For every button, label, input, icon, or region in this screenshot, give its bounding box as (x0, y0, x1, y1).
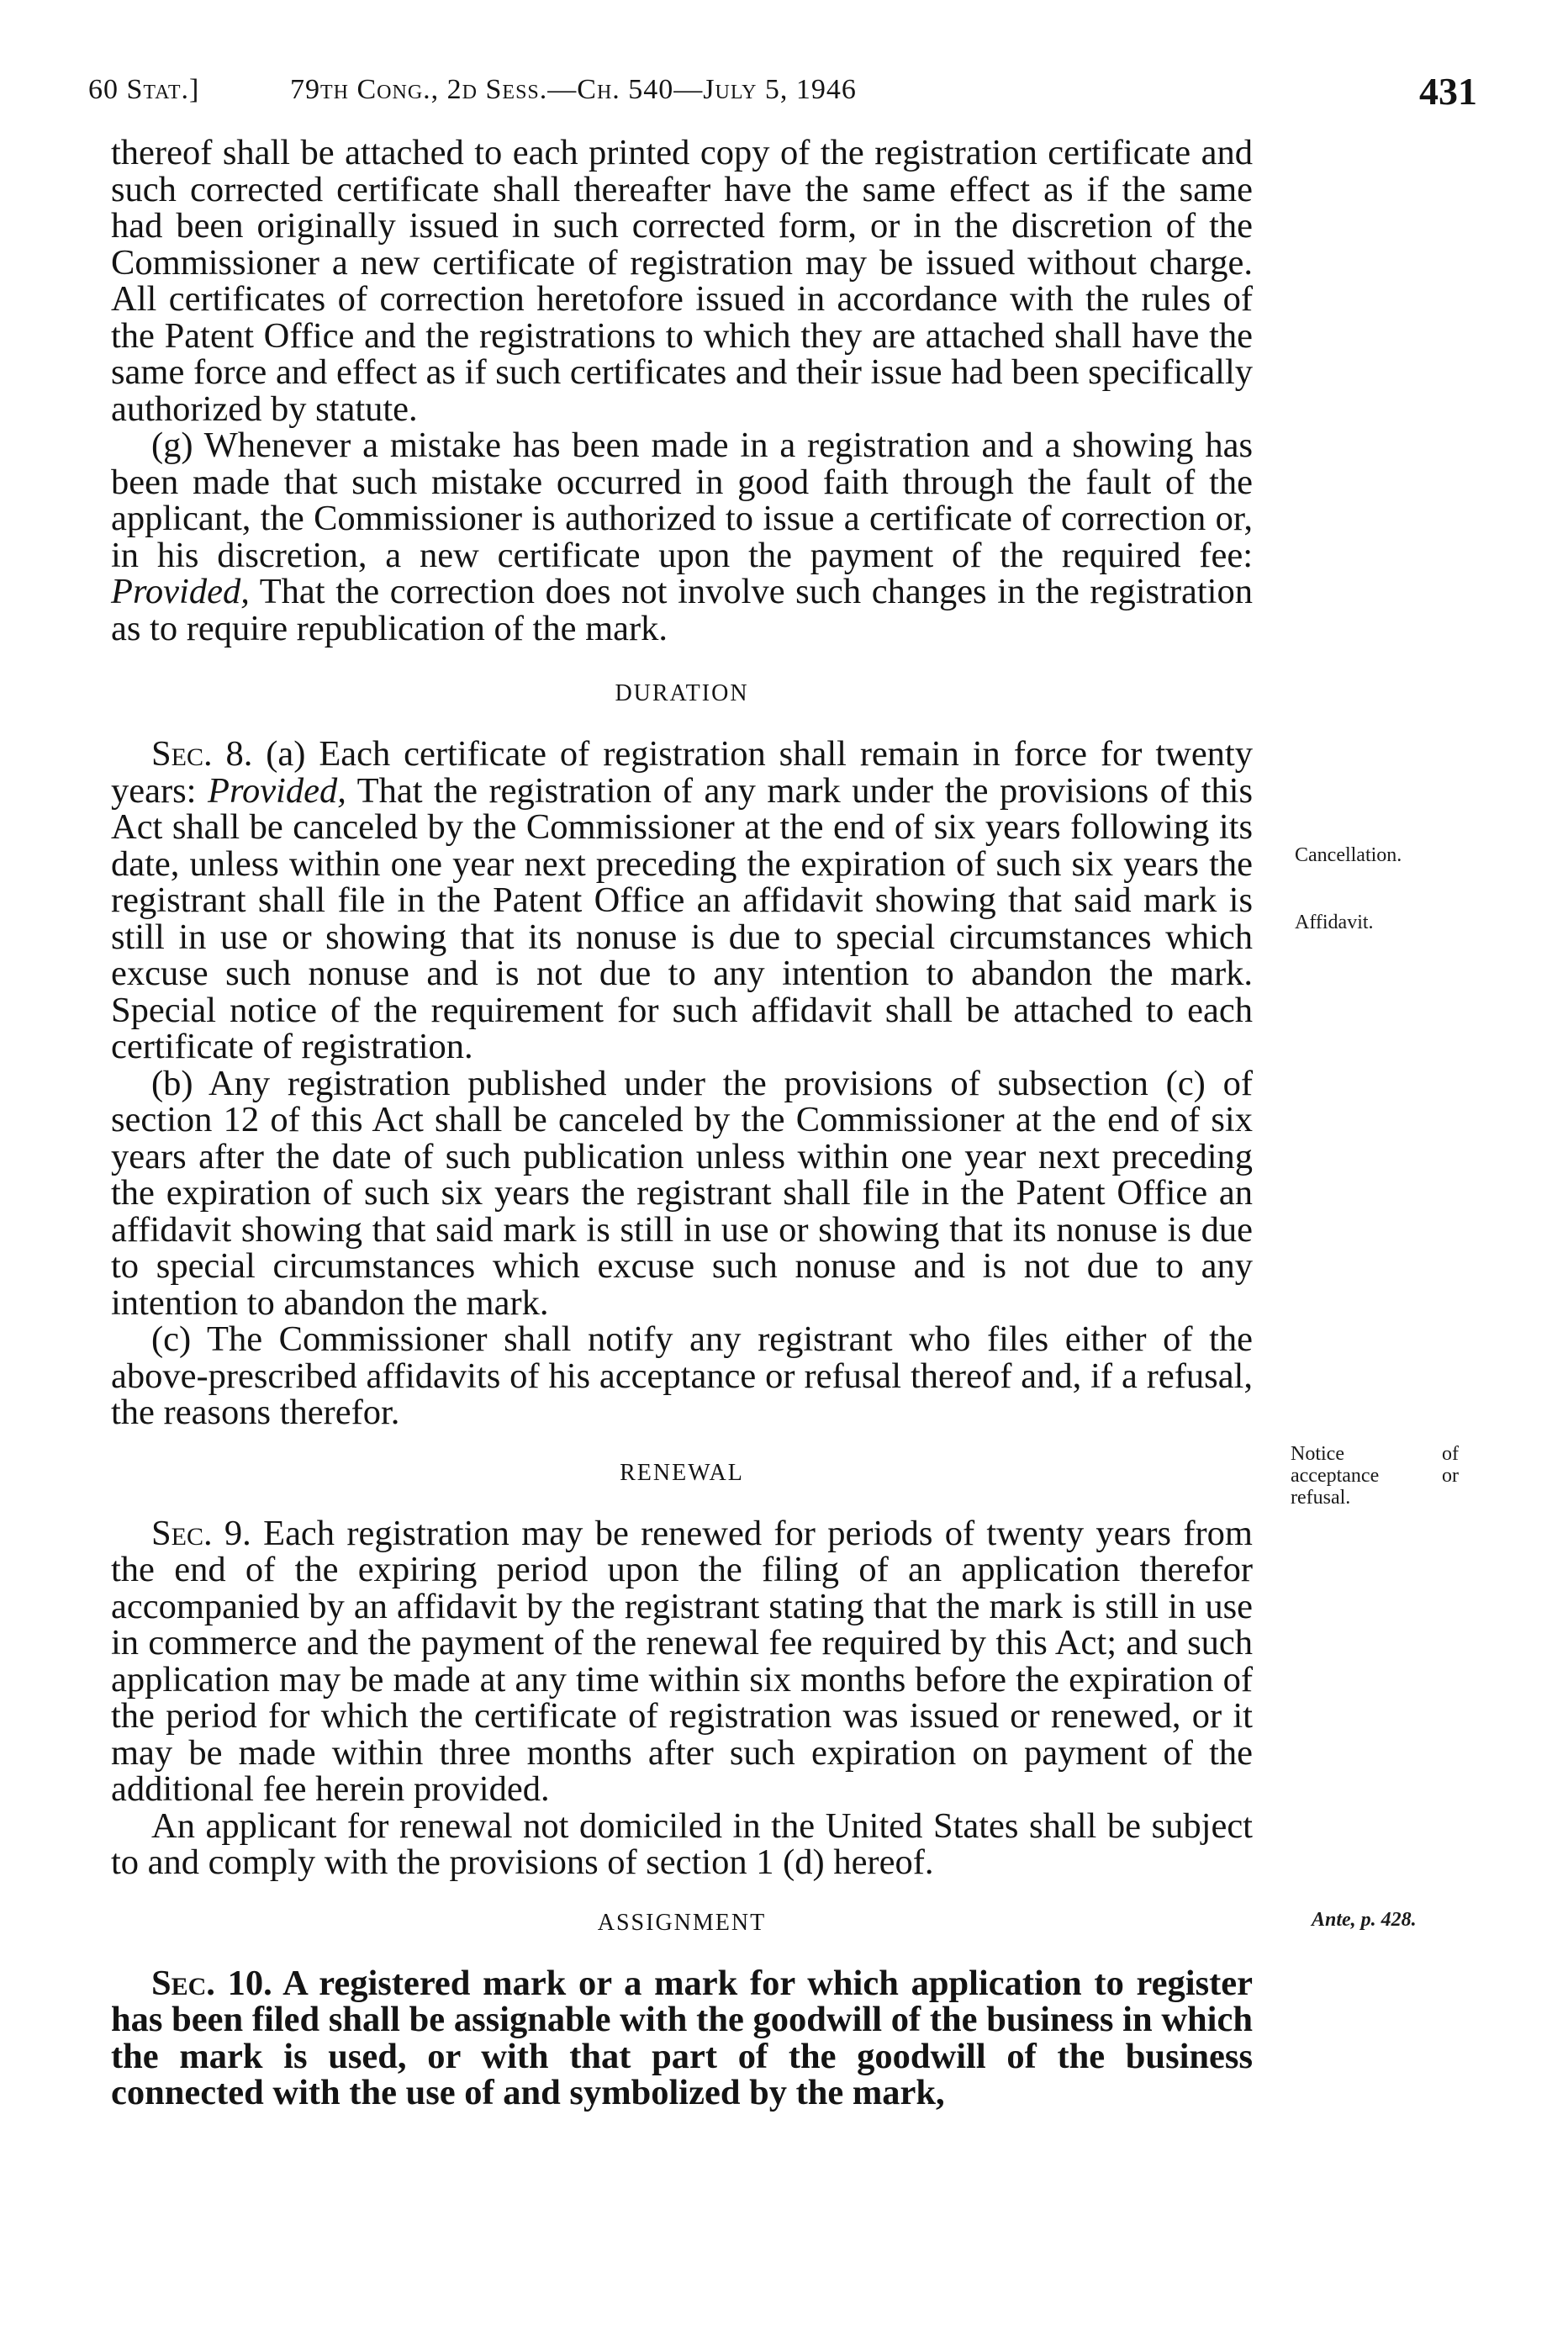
sec-9-text: Each registration may be renewed for periods of twenty years from the end of the expiring period upon the filing of an application therefor accompanied by an affidavit by the registrant stating that the mark is still in use in commerce and the payment of the renewal fee required by this Act; and such application may be made at any time within six months before the expiration of the period for which the certificate of registration was issued or renewed, or it may be made within three months after such expiration on payment of the additional fee herein provided. (111, 1513, 1253, 1809)
heading-duration: DURATION (615, 680, 749, 706)
subsection-g-proviso: Provided, (111, 572, 250, 611)
heading-renewal: RENEWAL (620, 1459, 744, 1486)
statute-reference: 60 Stat.] (88, 74, 200, 105)
sec-8-a-text-1: (a) Each certificate of registration shall remain in force for twenty years: (111, 734, 1253, 811)
sec-8-a-proviso: Provided, (208, 770, 346, 811)
sec-8-a-text-2: That the registration of any mark under the provisions of this Act shall be canceled by the Commissioner at the end of six years following its date, unless within one year next preceding the expiration of such six years the registrant shall file in the Patent Office an affidavit showing that said mark is still in use or showing that its nonuse is due to special circumstances which excuse such nonuse and is not due to any intention to abandon the mark. Special notice of the requirement for such affidavit shall be attached to each certificate of registration. (111, 770, 1253, 1066)
subsection-g-text-2: That the correction does not involve such changes in the registration as to require republication of the mark. (111, 572, 1253, 648)
margin-note-ante: Ante, p. 428. (1312, 1909, 1417, 1931)
paragraph-subsection-g (111, 427, 1253, 647)
paragraph-sec-9 (111, 1515, 1253, 1808)
heading-assignment: ASSIGNMENT (597, 1909, 767, 1936)
running-head: 79th Cong., 2d Sess.—Ch. 540—July 5, 1946 (290, 74, 857, 105)
page-number: 431 (1419, 70, 1477, 113)
sec-9-label: Sec. 9. (151, 1513, 251, 1553)
paragraph-sec-9-applicant: An applicant for renewal not domiciled in the United States shall be subject to and comply with the provisions of section 1 (d) hereof. (111, 1805, 1253, 1882)
paragraph-continuation: thereof shall be attached to each printed copy of the registration certificate and such corrected certificate shall thereafter have the same effect as if the same had been originally issued in such corrected form, or in the discretion of the Commissioner a new certificate of registration may be issued without charge. All certificates of correction heretofore issued in accordance with the rules of the Patent Office and the registrations to which they are attached shall have the same force and effect as if such certificates and their issue had been specifically authorized by statute. (111, 133, 1253, 429)
paragraph-sec-8-c: (c) The Commissioner shall notify any registrant who files either of the above-prescribed affidavits of his acceptance or refusal thereof and, if a refusal, the reasons therefor. (111, 1319, 1253, 1432)
paragraph-sec-8-b: (b) Any registration published under the provisions of subsection (c) of section 12 of this Act shall be canceled by the Commissioner at the end of six years after the date of such publication unless within one year next preceding the expiration of such six years the registrant shall file in the Patent Office an affidavit showing that said mark is still in use or showing that its nonuse is due to special circumstances which excuse such nonuse and is not due to any intention to abandon the mark. (111, 1063, 1253, 1323)
margin-note-cancellation: Cancellation. (1295, 844, 1402, 866)
paragraph-sec-8-a (111, 736, 1253, 1065)
margin-note-affidavit: Affidavit. (1295, 912, 1374, 933)
sec-8-label: Sec. 8. (151, 734, 253, 774)
subsection-g-text-1: (g) Whenever a mistake has been made in a registration and a showing has been made that such mistake occurred in good faith through the fault of the applicant, the Commissioner is authorized to issue a certificate of correction or, in his discretion, a new certificate upon the payment of the required fee: (111, 426, 1253, 575)
main-text (111, 135, 1253, 2112)
sec-10-text: A registered mark or a mark for which application to register has been filed shall be assignable with the goodwill of the business in which the mark is used, or with that part of the goodwill of the business connected with the use of and symbolized by the mark, (111, 1963, 1253, 2112)
paragraph-sec-10 (111, 1965, 1253, 2112)
margin-note-notice: Notice of acceptance or refusal. (1291, 1443, 1459, 1509)
sec-10-label: Sec. 10. (151, 1963, 272, 2003)
page-header (0, 69, 1568, 119)
